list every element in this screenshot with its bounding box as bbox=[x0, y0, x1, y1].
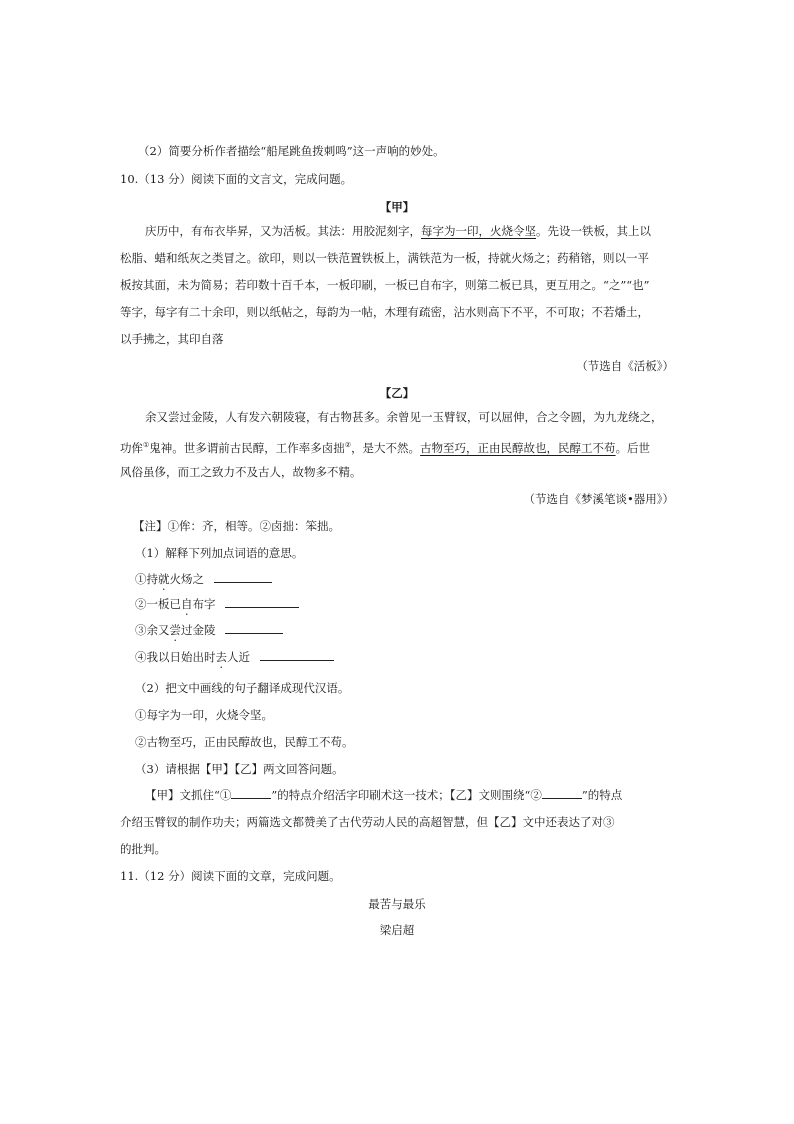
dotted-char: 尝 bbox=[169, 623, 181, 637]
sub3-line-3: 的批判。 bbox=[120, 842, 166, 856]
sub1-title: （1）解释下列加点词语的意思。 bbox=[135, 546, 304, 560]
note: 【注】①侔：齐，相等。②卤拙：笨拙。 bbox=[133, 519, 340, 533]
answer-blank-4[interactable] bbox=[260, 649, 334, 661]
answer-blank-3[interactable] bbox=[225, 622, 283, 634]
sub1-item-3: ③余又尝过金陵 bbox=[135, 622, 283, 638]
jia-heading: 【甲】 bbox=[379, 200, 415, 214]
yi-line-1: 余又尝过金陵，人有发六朝陵寝，有古物甚多。余曾见一玉臂钗，可以屈伸，合之令圆，为九龙绕之， bbox=[145, 410, 663, 424]
sub3-line-2: 介绍玉臂钗的制作功夫；两篇选文都赞美了古代劳动人民的高超智慧，但【乙】文中还表达了对③ bbox=[120, 815, 615, 829]
answer-blank-1[interactable] bbox=[214, 571, 272, 583]
jia-line-5: 以手拂之，其印自落 bbox=[120, 332, 224, 346]
answer-blank-a[interactable] bbox=[231, 787, 271, 799]
q9-part2: （2）简要分析作者描绘“船尾跳鱼拨刺鸣”这一声响的妙处。 bbox=[138, 144, 445, 158]
sub2-sentence-1: ①每字为一印，火烧令坚。 bbox=[135, 708, 273, 722]
sub3-line-1: 【甲】文抓住“① ”的特点介绍活字印刷术这一技术；【乙】文则围绕“② ”的特点 bbox=[145, 788, 623, 802]
jia-line-3: 板按其面，未为简易；若印数十百千本，一板印刷，一板已自布字，则第二板已具，更互用之。“之”“也” bbox=[120, 278, 650, 292]
sub3-title: （3）请根据【甲】【乙】两文回答问题。 bbox=[135, 762, 344, 776]
footnote-marker-2: ② bbox=[344, 441, 352, 449]
sub1-item-2: ②一板已自布字 bbox=[135, 596, 299, 612]
answer-blank-b[interactable] bbox=[542, 787, 582, 799]
article-author: 梁启超 bbox=[379, 923, 415, 937]
jia-underlined-sentence: 每字为一印，火烧令坚 bbox=[421, 224, 536, 238]
yi-underlined-sentence: 古物至巧，正由民醇故也，民醇工不苟 bbox=[420, 440, 616, 455]
jia-line-4: 等字，每字有二十余印，则以纸帖之，每韵为一帖，木理有疏密，沾水则高下不平，不可取；不若燔土， bbox=[120, 305, 649, 319]
yi-heading: 【乙】 bbox=[379, 386, 415, 400]
sub2-title: （2）把文中画线的句子翻译成现代汉语。 bbox=[135, 681, 350, 695]
jia-line-2: 松脂、蜡和纸灰之类冒之。欲印，则以一铁范置铁板上，满铁范为一板，持就火炀之；药稍镕，则以一平 bbox=[120, 251, 649, 265]
dotted-char: 就 bbox=[158, 572, 170, 586]
yi-line-3: 风俗虽侈，而工之致力不及古人，故物多不精。 bbox=[120, 465, 362, 479]
yi-source: （节选自《梦溪笔谈•器用》） bbox=[523, 492, 674, 506]
jia-source: （节选自《活板》） bbox=[576, 359, 674, 373]
jia-line-1: 庆历中，有布衣毕昇，又为活板。其法：用胶泥刻字，每字为一印，火烧令坚。先设一铁板，其上以 bbox=[145, 224, 651, 238]
q11-intro: 11.（12 分）阅读下面的文章，完成问题。 bbox=[120, 869, 341, 883]
yi-line-2: 功侔①鬼神。世多谓前古民醇，工作率多卤拙②，是大不然。古物至巧，正由民醇故也，民醇工不苟。后世 bbox=[120, 440, 651, 455]
dotted-char: 去 bbox=[215, 650, 227, 664]
q10-intro: 10.（13 分）阅读下面的文言文，完成问题。 bbox=[120, 172, 353, 186]
sub2-sentence-2: ②古物至巧，正由民醇故也，民醇工不苟。 bbox=[135, 735, 354, 749]
dotted-char: 自 bbox=[181, 597, 193, 611]
article-title: 最苦与最乐 bbox=[368, 897, 426, 911]
sub1-item-1: ①持就火炀之 bbox=[135, 571, 272, 587]
footnote-marker-1: ① bbox=[143, 441, 150, 449]
answer-blank-2[interactable] bbox=[225, 596, 299, 608]
sub1-item-4: ④我以日始出时去人近 bbox=[135, 649, 334, 665]
